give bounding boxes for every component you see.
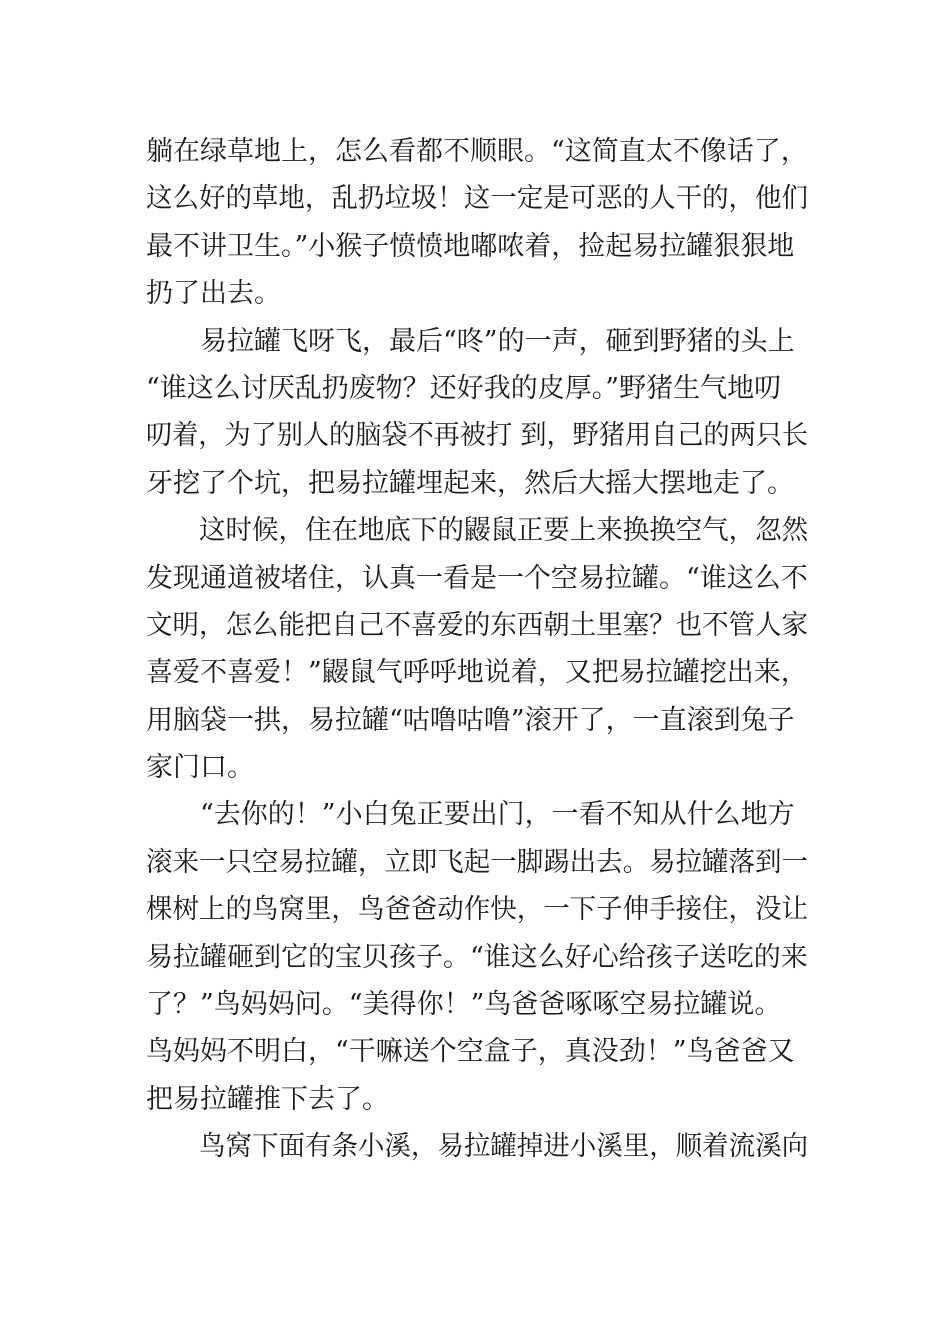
text-line: 躺在绿草地上，怎么看都不顺眼。“这简直太不像话了，	[146, 136, 808, 167]
text-line: 家门口。	[146, 752, 254, 784]
text-line: 文明，怎么能把自己不喜爱的东西朝土里塞？也不管人家	[146, 609, 809, 641]
paragraph-first-line: 鸟窝下面有条小溪，易拉罐掉进小溪里，顺着流溪向	[199, 1131, 809, 1163]
text-line: 滚来一只空易拉罐，立即飞起一脚踢出去。易拉罐落到一	[146, 846, 809, 878]
story-text	[146, 128, 808, 1171]
text-line: 最不讲卫生。”小猴子愤愤地嘟哝着，捡起易拉罐狠狠地	[146, 230, 795, 262]
text-line: 牙挖了个坑，把易拉罐埋起来，然后大摇大摆地走了。	[146, 467, 794, 499]
text-line: 了？”鸟妈妈问。“美得你！”鸟爸爸啄啄空易拉罐说。	[146, 989, 782, 1021]
text-line: 易拉罐砸到它的宝贝孩子。“谁这么好心给孩子送吃的来	[146, 941, 808, 973]
text-line: 扔了出去。	[146, 278, 281, 310]
text-line: 喜爱不喜爱！”鼹鼠气呼呼地说着，又把易拉罐挖出来，	[146, 657, 808, 689]
text-line: 用脑袋一拱，易拉罐“咕噜咕噜”滚开了，一直滚到兔子	[146, 704, 795, 736]
text-line: “谁这么讨厌乱扔废物？还好我的皮厚。”野猪生气地叨	[146, 372, 782, 404]
text-line: 这么好的草地，乱扔垃圾！这一定是可恶的人干的，他们	[146, 183, 809, 215]
text-line: 鸟妈妈不明白，“干嘛送个空盒子，真没劲！”鸟爸爸又	[146, 1036, 795, 1068]
text-line: 棵树上的鸟窝里，鸟爸爸动作快，一下子伸手接住，没让	[146, 894, 809, 926]
text-line: 把易拉罐推下去了。	[146, 1083, 389, 1115]
paragraph-first-line: 这时候，住在地底下的鼹鼠正要上来换换空气，忽然	[199, 515, 809, 547]
text-line: 发现通道被堵住，认真一看是一个空易拉罐。“谁这么不	[146, 562, 808, 594]
text-line: 叨着，为了别人的脑袋不再被打 到，野猪用自己的两只长	[146, 420, 809, 452]
paragraph-first-line: “去你的！”小白兔正要出门，一看不知从什么地方	[200, 799, 795, 831]
paragraph-first-line: 易拉罐飞呀飞，最后“咚”的一声，砸到野猪的头上	[200, 325, 795, 357]
